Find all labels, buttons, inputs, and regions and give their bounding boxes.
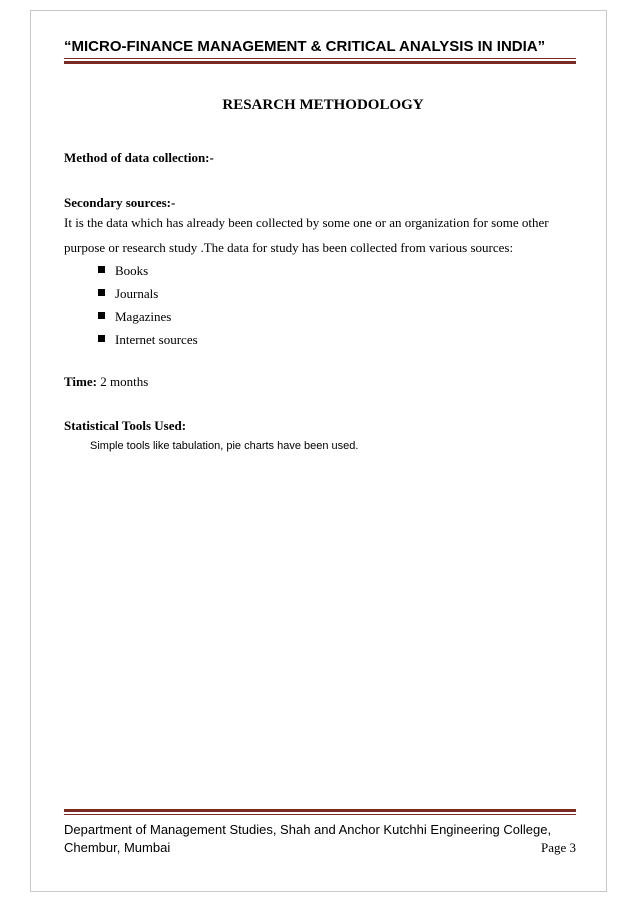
time-line <box>64 374 148 390</box>
source-item: Magazines <box>115 309 172 324</box>
tools-text: Simple tools like tabulation, pie charts have been used. <box>90 440 359 452</box>
footer-line2: Chembur, Mumbai <box>64 840 171 855</box>
page-number: Page 3 <box>540 840 576 855</box>
square-bullet-icon <box>98 266 105 273</box>
footer-rule-thick <box>64 809 576 812</box>
list-item <box>98 331 198 354</box>
footer-line1: Department of Management Studies, Shah and Anchor Kutchhi Engineering College, <box>64 822 552 837</box>
header-rule-thick <box>64 61 576 64</box>
secondary-paragraph-line1: It is the data which has already been collected by some one or an organization for some other <box>64 215 549 230</box>
list-item <box>98 262 198 285</box>
secondary-heading: Secondary sources:- <box>64 195 176 210</box>
secondary-paragraph-line2: purpose or research study .The data for study has been collected from various sources: <box>64 240 514 255</box>
square-bullet-icon <box>98 312 105 319</box>
method-heading: Method of data collection:- <box>64 150 214 165</box>
square-bullet-icon <box>98 335 105 342</box>
footer-rule-thin <box>64 814 576 815</box>
source-item: Internet sources <box>115 332 198 347</box>
section-title: RESARCH METHODOLOGY <box>222 97 424 113</box>
source-item: Journals <box>115 286 159 301</box>
header-rule-thin <box>64 58 576 59</box>
list-item <box>98 308 198 331</box>
time-value: 2 months <box>96 374 149 389</box>
header-title: “MICRO-FINANCE MANAGEMENT & CRITICAL ANALYSIS IN INDIA” <box>64 38 546 55</box>
list-item <box>98 285 198 308</box>
source-item: Books <box>115 263 149 278</box>
time-label: Time: <box>64 374 97 389</box>
square-bullet-icon <box>98 289 105 296</box>
tools-heading: Statistical Tools Used: <box>64 418 187 433</box>
sources-list <box>98 262 198 354</box>
